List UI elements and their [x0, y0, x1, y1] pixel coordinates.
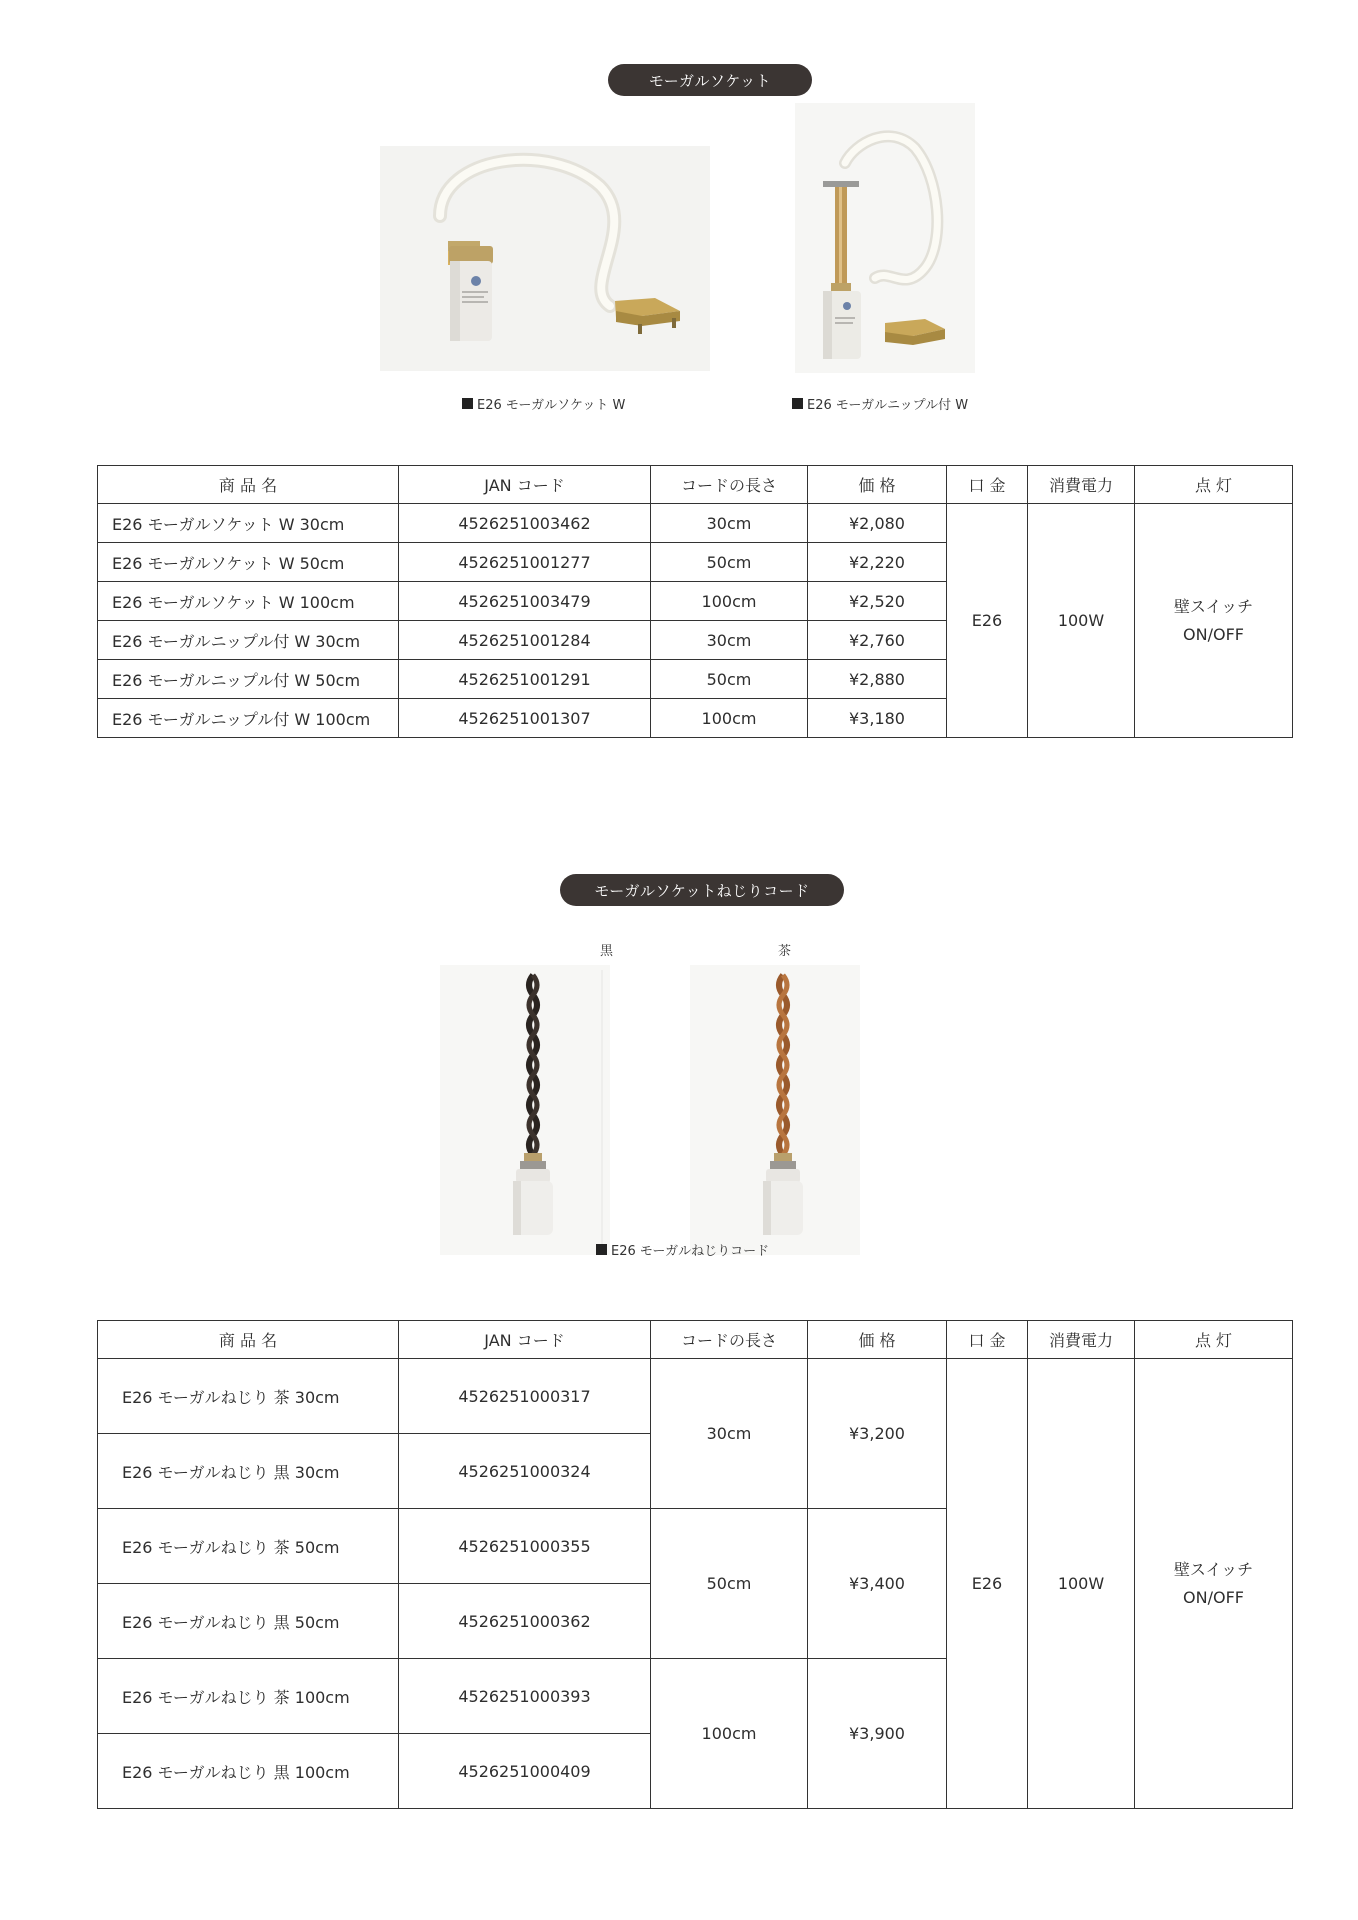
cell-lighting — [1135, 1359, 1293, 1809]
cell-jan-code: 4526251000355 — [399, 1509, 651, 1584]
table-header-row — [98, 1321, 1293, 1359]
cell-jan-code: 4526251003479 — [399, 582, 651, 621]
table-header-row — [98, 466, 1293, 504]
cell-product-name: E26 モーガルソケット W 100cm — [98, 582, 399, 621]
cell-product-name: E26 モーガルソケット W 50cm — [98, 543, 399, 582]
cell-jan-code: 4526251000409 — [399, 1734, 651, 1809]
table-row — [98, 1359, 1293, 1434]
cell-cord-length: 30cm — [651, 1359, 808, 1509]
header-cord-length: コードの長さ — [651, 1321, 808, 1359]
caption-socket-w: E26 モーガルソケット W — [462, 394, 625, 413]
cell-power: 100W — [1028, 1359, 1135, 1809]
cell-product-name: E26 モーガルニップル付 W 100cm — [98, 699, 399, 738]
header-lighting: 点 灯 — [1135, 1321, 1293, 1359]
cell-base: E26 — [947, 1359, 1028, 1809]
caption-twisted-cord: E26 モーガルねじりコード — [596, 1240, 769, 1259]
bullet-square-icon — [596, 1244, 607, 1255]
header-lighting: 点 灯 — [1135, 466, 1293, 504]
cell-cord-length: 100cm — [651, 582, 808, 621]
lighting-line-2: ON/OFF — [1183, 624, 1244, 644]
header-power: 消費電力 — [1028, 466, 1135, 504]
cell-product-name: E26 モーガルニップル付 W 50cm — [98, 660, 399, 699]
cell-cord-length: 50cm — [651, 1509, 808, 1659]
spec-table-mogul-socket — [97, 465, 1293, 738]
caption-nipple-w: E26 モーガルニップル付 W — [792, 394, 968, 413]
header-power: 消費電力 — [1028, 1321, 1135, 1359]
cell-price: ¥2,880 — [808, 660, 947, 699]
cell-cord-length: 50cm — [651, 660, 808, 699]
cell-product-name: E26 モーガルねじり 茶 50cm — [98, 1509, 399, 1584]
table-row — [98, 504, 1293, 543]
header-jan-code: JAN コード — [399, 1321, 651, 1359]
cell-price: ¥2,520 — [808, 582, 947, 621]
color-label-black: 黒 — [600, 944, 614, 959]
cell-price: ¥2,760 — [808, 621, 947, 660]
cell-cord-length: 30cm — [651, 621, 808, 660]
section-title-mogul-socket: モーガルソケット — [608, 64, 812, 96]
product-photo-nipple-w — [795, 103, 975, 373]
cell-cord-length: 100cm — [651, 699, 808, 738]
cell-jan-code: 4526251003462 — [399, 504, 651, 543]
cell-product-name: E26 モーガルねじり 黒 50cm — [98, 1584, 399, 1659]
lighting-line-2: ON/OFF — [1183, 1587, 1244, 1607]
cell-jan-code: 4526251001277 — [399, 543, 651, 582]
cell-cord-length: 50cm — [651, 543, 808, 582]
cell-price: ¥2,080 — [808, 504, 947, 543]
cell-jan-code: 4526251000324 — [399, 1434, 651, 1509]
header-price: 価 格 — [808, 466, 947, 504]
lighting-line-1: 壁スイッチ — [1173, 596, 1254, 616]
cell-price: ¥3,900 — [808, 1659, 947, 1809]
cell-cord-length: 100cm — [651, 1659, 808, 1809]
cell-jan-code: 4526251001291 — [399, 660, 651, 699]
cell-product-name: E26 モーガルねじり 茶 100cm — [98, 1659, 399, 1734]
header-jan-code: JAN コード — [399, 466, 651, 504]
cell-base: E26 — [947, 504, 1028, 738]
cell-price: ¥2,220 — [808, 543, 947, 582]
product-photo-twisted-black — [440, 965, 610, 1255]
cell-price: ¥3,200 — [808, 1359, 947, 1509]
cell-price: ¥3,180 — [808, 699, 947, 738]
cell-product-name: E26 モーガルねじり 黒 30cm — [98, 1434, 399, 1509]
cell-jan-code: 4526251000317 — [399, 1359, 651, 1434]
header-cord-length: コードの長さ — [651, 466, 808, 504]
cell-product-name: E26 モーガルニップル付 W 30cm — [98, 621, 399, 660]
cell-price: ¥3,400 — [808, 1509, 947, 1659]
header-product-name: 商 品 名 — [98, 466, 399, 504]
cell-power: 100W — [1028, 504, 1135, 738]
header-product-name: 商 品 名 — [98, 1321, 399, 1359]
bullet-square-icon — [792, 398, 803, 409]
section-title-twisted-cord: モーガルソケットねじりコード — [560, 874, 844, 906]
lighting-line-1: 壁スイッチ — [1173, 1559, 1254, 1579]
header-price: 価 格 — [808, 1321, 947, 1359]
cell-jan-code: 4526251000393 — [399, 1659, 651, 1734]
header-base: 口 金 — [947, 1321, 1028, 1359]
bullet-square-icon — [462, 398, 473, 409]
color-label-brown: 茶 — [778, 944, 792, 959]
cell-jan-code: 4526251001307 — [399, 699, 651, 738]
cell-product-name: E26 モーガルソケット W 30cm — [98, 504, 399, 543]
spec-table-twisted-cord — [97, 1320, 1293, 1809]
cell-product-name: E26 モーガルねじり 茶 30cm — [98, 1359, 399, 1434]
cell-jan-code: 4526251000362 — [399, 1584, 651, 1659]
product-photo-twisted-brown — [690, 965, 860, 1255]
product-photo-socket-w — [380, 146, 710, 371]
cell-product-name: E26 モーガルねじり 黒 100cm — [98, 1734, 399, 1809]
cell-lighting — [1135, 504, 1293, 738]
cell-cord-length: 30cm — [651, 504, 808, 543]
header-base: 口 金 — [947, 466, 1028, 504]
cell-jan-code: 4526251001284 — [399, 621, 651, 660]
